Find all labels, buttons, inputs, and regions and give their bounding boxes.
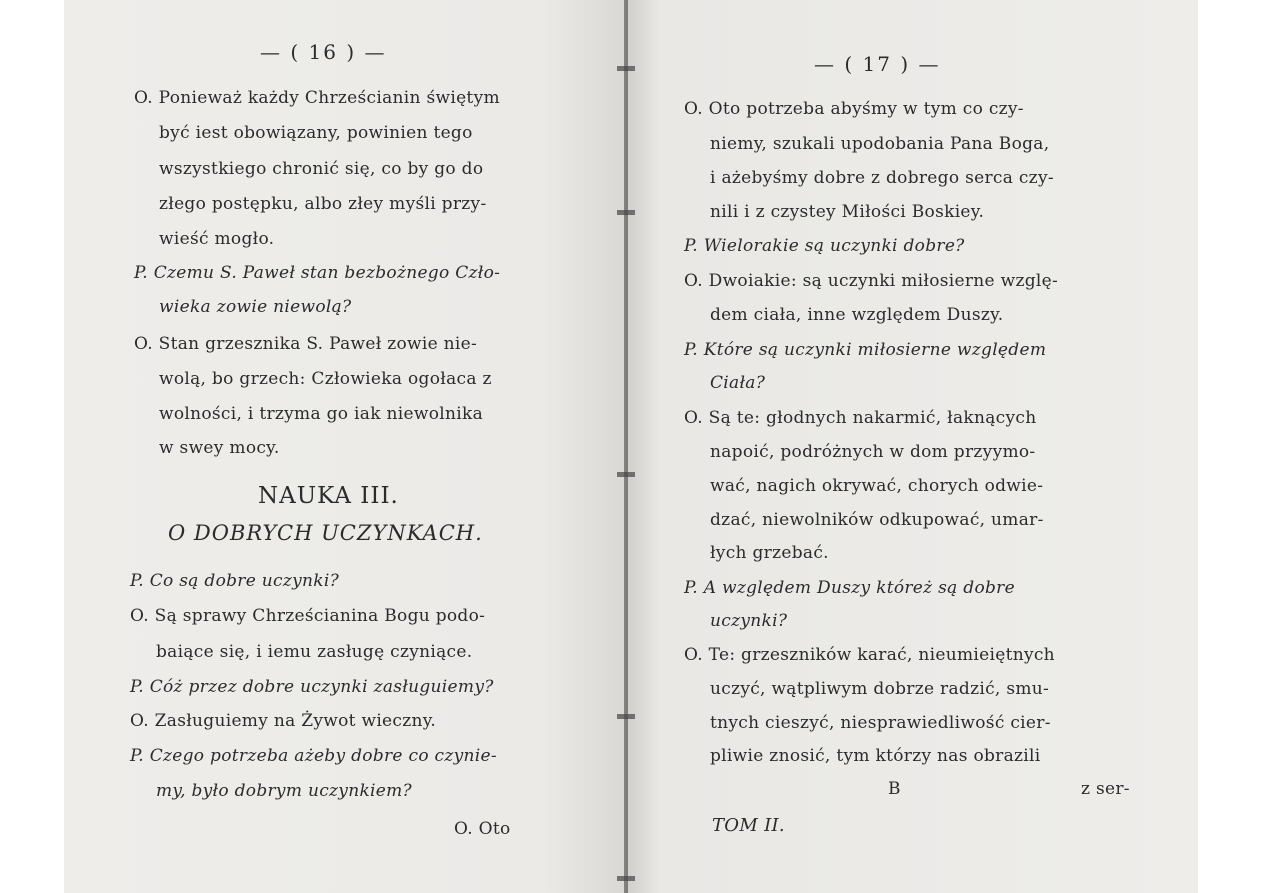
text-line: wszystkiego chronić się, co by go do — [159, 159, 484, 179]
text-line: baiące się, i iemu zasługę czyniące. — [156, 642, 473, 662]
right-page — [626, 0, 1198, 893]
text-line: tnych cieszyć, niesprawiedliwość cier- — [710, 713, 1051, 733]
text-line: O. Są sprawy Chrześcianina Bogu podo- — [130, 606, 486, 626]
question-line: P. Czemu S. Paweł stan bezbożnego Czło- — [134, 263, 501, 283]
section-title: NAUKA III. — [258, 483, 399, 509]
question-line: wieka zowie niewolą? — [159, 297, 352, 317]
text-line: nili i z czystey Miłości Boskiey. — [710, 202, 985, 222]
question-line: P. Wielorakie są uczynki dobre? — [684, 236, 965, 256]
text-line: O. Oto potrzeba abyśmy w tym co czy- — [684, 99, 1024, 119]
text-line: i ażebyśmy dobre z dobrego serca czy- — [710, 168, 1054, 188]
signature-mark: B — [888, 779, 901, 799]
page-number-17: — ( 17 ) — — [814, 52, 941, 76]
text-line: dzać, niewolników odkupować, umar- — [710, 510, 1044, 530]
text-line: pliwie znosić, tym którzy nas obrazili — [710, 746, 1041, 766]
question-line: P. A względem Duszy któreż są dobre — [684, 578, 1015, 598]
text-line: być iest obowiązany, powinien tego — [159, 123, 473, 143]
text-line: wolą, bo grzech: Człowieka ogołaca z — [159, 369, 492, 389]
section-subtitle: O DOBRYCH UCZYNKACH. — [168, 521, 483, 545]
page-number-16: — ( 16 ) — — [260, 40, 387, 64]
gutter-thread-mark — [617, 210, 635, 215]
text-line: złego postępku, albo złey myśli przy- — [159, 194, 487, 214]
text-line: wać, nagich okrywać, chorych odwie- — [710, 476, 1044, 496]
book-spread — [64, 0, 1198, 893]
text-line: O. Stan grzesznika S. Paweł zowie nie- — [134, 334, 478, 354]
text-line: wieść mogło. — [159, 229, 275, 249]
text-line: wolności, i trzyma go iak niewolnika — [159, 404, 484, 424]
text-line: O. Ponieważ każdy Chrześcianin świętym — [134, 88, 500, 108]
gutter-thread-mark — [617, 876, 635, 881]
text-line: O. Zasługuiemy na Żywot wieczny. — [130, 711, 437, 731]
gutter-thread-mark — [617, 714, 635, 719]
text-line: dem ciała, inne względem Duszy. — [710, 305, 1004, 325]
question-line: P. Czego potrzeba ażeby dobre co czynie- — [130, 746, 497, 766]
question-line: my, było dobrym uczynkiem? — [156, 781, 412, 801]
catchword: O. Oto — [454, 819, 511, 839]
text-line: O. Są te: głodnych nakarmić, łaknących — [684, 408, 1037, 428]
question-line: uczynki? — [710, 611, 788, 631]
text-line: O. Dwoiakie: są uczynki miłosierne wzglę- — [684, 271, 1059, 291]
question-line: Ciała? — [710, 373, 766, 393]
text-line: łych grzebać. — [710, 543, 829, 563]
gutter-thread-mark — [617, 66, 635, 71]
text-line: niemy, szukali upodobania Pana Boga, — [710, 134, 1050, 154]
text-line: O. Te: grzeszników karać, nieumieiętnych — [684, 645, 1055, 665]
volume-footer: TOM II. — [712, 815, 785, 836]
catchword: z ser- — [1081, 779, 1130, 799]
left-page — [64, 0, 626, 893]
question-line: P. Które są uczynki miłosierne względem — [684, 340, 1047, 360]
question-line: P. Co są dobre uczynki? — [130, 571, 340, 591]
text-line: w swey mocy. — [159, 438, 280, 458]
question-line: P. Cóż przez dobre uczynki zasługuiemy? — [130, 677, 494, 697]
book-gutter — [624, 0, 628, 893]
gutter-thread-mark — [617, 472, 635, 477]
text-line: uczyć, wątpliwym dobrze radzić, smu- — [710, 679, 1050, 699]
text-line: napoić, podróżnych w dom przyymo- — [710, 442, 1036, 462]
